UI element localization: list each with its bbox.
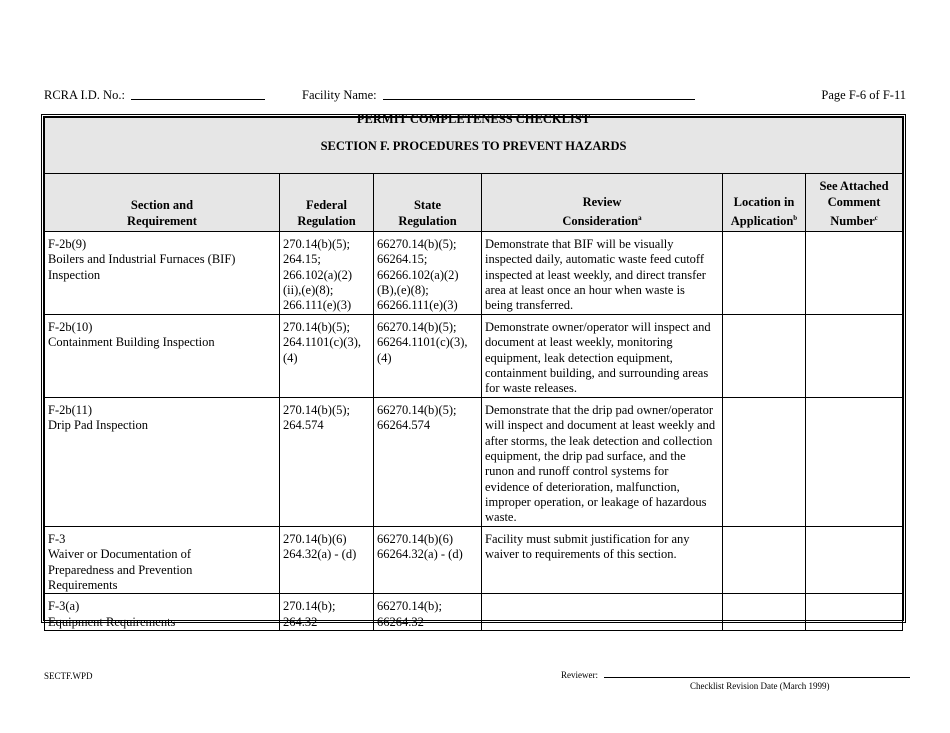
review-consideration-cell bbox=[482, 315, 723, 398]
federal-regulation-cell bbox=[280, 527, 374, 594]
state-regulation-cell bbox=[374, 527, 482, 594]
state-regulation-cell bbox=[374, 315, 482, 398]
federal-regulation-line: 270.14(b); bbox=[283, 599, 336, 614]
state-regulation-line: 66270.14(b)(6) bbox=[377, 532, 454, 547]
section-line: F-2b(9) bbox=[48, 237, 87, 252]
federal-regulation-line: 270.14(b)(6) bbox=[283, 532, 347, 547]
section-line: Inspection bbox=[48, 267, 101, 282]
comment-number-cell bbox=[806, 232, 903, 315]
comment-number-cell bbox=[806, 398, 903, 527]
checklist-frame bbox=[43, 112, 904, 629]
federal-regulation-cell bbox=[280, 594, 374, 631]
rcra-id-blank bbox=[131, 88, 265, 100]
section-line: F-2b(11) bbox=[48, 403, 92, 418]
review-consideration-line: equipment, the drip pad surface, and the bbox=[485, 449, 686, 464]
state-regulation-line: 66270.14(b)(5); bbox=[377, 320, 457, 335]
state-regulation-line: 66266.111(e)(3) bbox=[377, 298, 458, 313]
federal-regulation-cell bbox=[280, 232, 374, 315]
federal-regulation-line: 270.14(b)(5); bbox=[283, 237, 350, 252]
section-title: SECTION F. PROCEDURES TO PREVENT HAZARDS bbox=[320, 139, 627, 154]
review-consideration-line: document at least weekly, monitoring bbox=[485, 335, 673, 350]
review-consideration-cell bbox=[482, 398, 723, 527]
federal-regulation-line: (ii),(e)(8); bbox=[283, 283, 334, 298]
state-regulation-line: 66264.32 bbox=[377, 614, 424, 629]
state-regulation-line: 66270.14(b); bbox=[377, 599, 442, 614]
location-cell bbox=[723, 232, 806, 315]
section-line: F-2b(10) bbox=[48, 320, 93, 335]
facility-name-blank bbox=[383, 88, 695, 100]
state-regulation-cell bbox=[374, 398, 482, 527]
section-cell bbox=[45, 315, 280, 398]
col-header-location: Location in Application$^b$ bbox=[723, 174, 806, 232]
federal-regulation-line: 270.14(b)(5); bbox=[283, 320, 350, 335]
state-regulation-line: 66266.102(a)(2) bbox=[377, 267, 459, 282]
state-regulation-cell bbox=[374, 594, 482, 631]
state-regulation-cell bbox=[374, 232, 482, 315]
review-consideration-line: will inspect and document at least weekly and bbox=[485, 418, 716, 433]
reviewer-field bbox=[561, 669, 910, 680]
federal-regulation-line: 270.14(b)(5); bbox=[283, 403, 350, 418]
revision-date: Checklist Revision Date (March 1999) bbox=[690, 681, 830, 691]
section-line: F-3 bbox=[48, 532, 66, 547]
review-consideration-line: waste. bbox=[485, 510, 517, 525]
rcra-id-field bbox=[44, 88, 125, 103]
location-cell bbox=[723, 315, 806, 398]
comment-number-cell bbox=[806, 527, 903, 594]
review-consideration-line: Facility must submit justification for any bbox=[485, 532, 690, 547]
federal-regulation-line: 264.15; bbox=[283, 252, 321, 267]
section-line: Equipment Requirements bbox=[48, 614, 176, 629]
file-name: SECTF.WPD bbox=[44, 671, 93, 681]
section-line: Waiver or Documentation of bbox=[48, 547, 192, 562]
review-consideration-line: being transferred. bbox=[485, 298, 574, 313]
review-consideration-line: waiver to requirements of this section. bbox=[485, 547, 677, 562]
location-cell bbox=[723, 398, 806, 527]
state-regulation-line: 66270.14(b)(5); bbox=[377, 403, 457, 418]
federal-regulation-line: 264.1101(c)(3), bbox=[283, 335, 361, 350]
federal-regulation-line: (4) bbox=[283, 350, 298, 365]
reviewer-blank bbox=[604, 669, 910, 678]
state-regulation-line: (4) bbox=[377, 350, 392, 365]
col-header-section: Section and Requirement bbox=[45, 174, 280, 232]
checklist-table bbox=[44, 112, 903, 631]
checklist-title: PERMIT COMPLETENESS CHECKLIST bbox=[356, 112, 591, 126]
review-consideration-line: improper operation, or leakage of hazardous bbox=[485, 494, 707, 509]
review-consideration-line: inspected at least weekly, and direct transfer bbox=[485, 267, 706, 282]
state-regulation-line: 66264.32(a) - (d) bbox=[377, 547, 463, 562]
section-cell bbox=[45, 594, 280, 631]
review-consideration-cell bbox=[482, 232, 723, 315]
state-regulation-line: 66264.15; bbox=[377, 252, 428, 267]
column-header-row bbox=[45, 174, 903, 232]
review-consideration-cell bbox=[482, 527, 723, 594]
federal-regulation-cell bbox=[280, 315, 374, 398]
federal-regulation-line: 266.111(e)(3) bbox=[283, 298, 352, 313]
federal-regulation-line: 264.574 bbox=[283, 418, 324, 433]
rcra-id-label: RCRA I.D. No.: bbox=[44, 88, 125, 102]
reviewer-label: Reviewer: bbox=[561, 670, 598, 680]
comment-number-cell bbox=[806, 315, 903, 398]
review-consideration-line: Demonstrate that BIF will be visually bbox=[485, 237, 674, 252]
review-consideration-line: equipment, leak detection equipment, bbox=[485, 350, 673, 365]
federal-regulation-line: 266.102(a)(2) bbox=[283, 267, 353, 282]
review-consideration-line: Demonstrate owner/operator will inspect and bbox=[485, 320, 711, 335]
federal-regulation-line: 264.32 bbox=[283, 614, 318, 629]
table-title bbox=[45, 112, 903, 174]
section-line: Boilers and Industrial Furnaces (BIF) bbox=[48, 252, 236, 267]
section-cell bbox=[45, 398, 280, 527]
page-header bbox=[44, 88, 906, 104]
table-row bbox=[45, 594, 903, 631]
review-consideration-cell bbox=[482, 594, 723, 631]
page-number: Page F-6 of F-11 bbox=[821, 88, 906, 102]
table-row bbox=[45, 398, 903, 527]
review-consideration-line: area at least once an hour when waste is bbox=[485, 283, 685, 298]
state-regulation-line: 66264.574 bbox=[377, 418, 431, 433]
review-consideration-line: containment building, and surrounding areas bbox=[485, 366, 709, 381]
table-row bbox=[45, 315, 903, 398]
state-regulation-line: (B),(e)(8); bbox=[377, 283, 429, 298]
state-regulation-line: 66264.1101(c)(3), bbox=[377, 335, 468, 350]
federal-regulation-cell bbox=[280, 398, 374, 527]
section-line: Preparedness and Prevention bbox=[48, 562, 193, 577]
federal-regulation-line: 264.32(a) - (d) bbox=[283, 547, 357, 562]
facility-name-label: Facility Name: bbox=[302, 88, 377, 102]
review-consideration-line: Demonstrate that the drip pad owner/operator bbox=[485, 403, 714, 418]
section-cell bbox=[45, 527, 280, 594]
state-regulation-line: 66270.14(b)(5); bbox=[377, 237, 457, 252]
col-header-federal: Federal Regulation bbox=[280, 174, 374, 232]
review-consideration-line: runon and runoff control systems for bbox=[485, 464, 669, 479]
col-header-review: Review Consideration$^a$ bbox=[482, 174, 723, 232]
location-cell bbox=[723, 594, 806, 631]
section-cell bbox=[45, 232, 280, 315]
table-row bbox=[45, 527, 903, 594]
table-row bbox=[45, 232, 903, 315]
review-consideration-line: evidence of deterioration, malfunction, bbox=[485, 479, 680, 494]
review-consideration-line: inspected daily, automatic waste feed cutoff bbox=[485, 252, 705, 267]
facility-name-field bbox=[302, 88, 377, 103]
comment-number-cell bbox=[806, 594, 903, 631]
section-line: F-3(a) bbox=[48, 599, 80, 614]
section-line: Containment Building Inspection bbox=[48, 335, 215, 350]
section-line: Drip Pad Inspection bbox=[48, 418, 148, 433]
review-consideration-line: for waste releases. bbox=[485, 381, 577, 396]
col-header-state: State Regulation bbox=[374, 174, 482, 232]
col-header-comment: See Attached Comment Number$^c$ bbox=[806, 174, 903, 232]
section-line: Requirements bbox=[48, 578, 118, 593]
review-consideration-line: after storms, the leak detection and collection bbox=[485, 433, 713, 448]
location-cell bbox=[723, 527, 806, 594]
